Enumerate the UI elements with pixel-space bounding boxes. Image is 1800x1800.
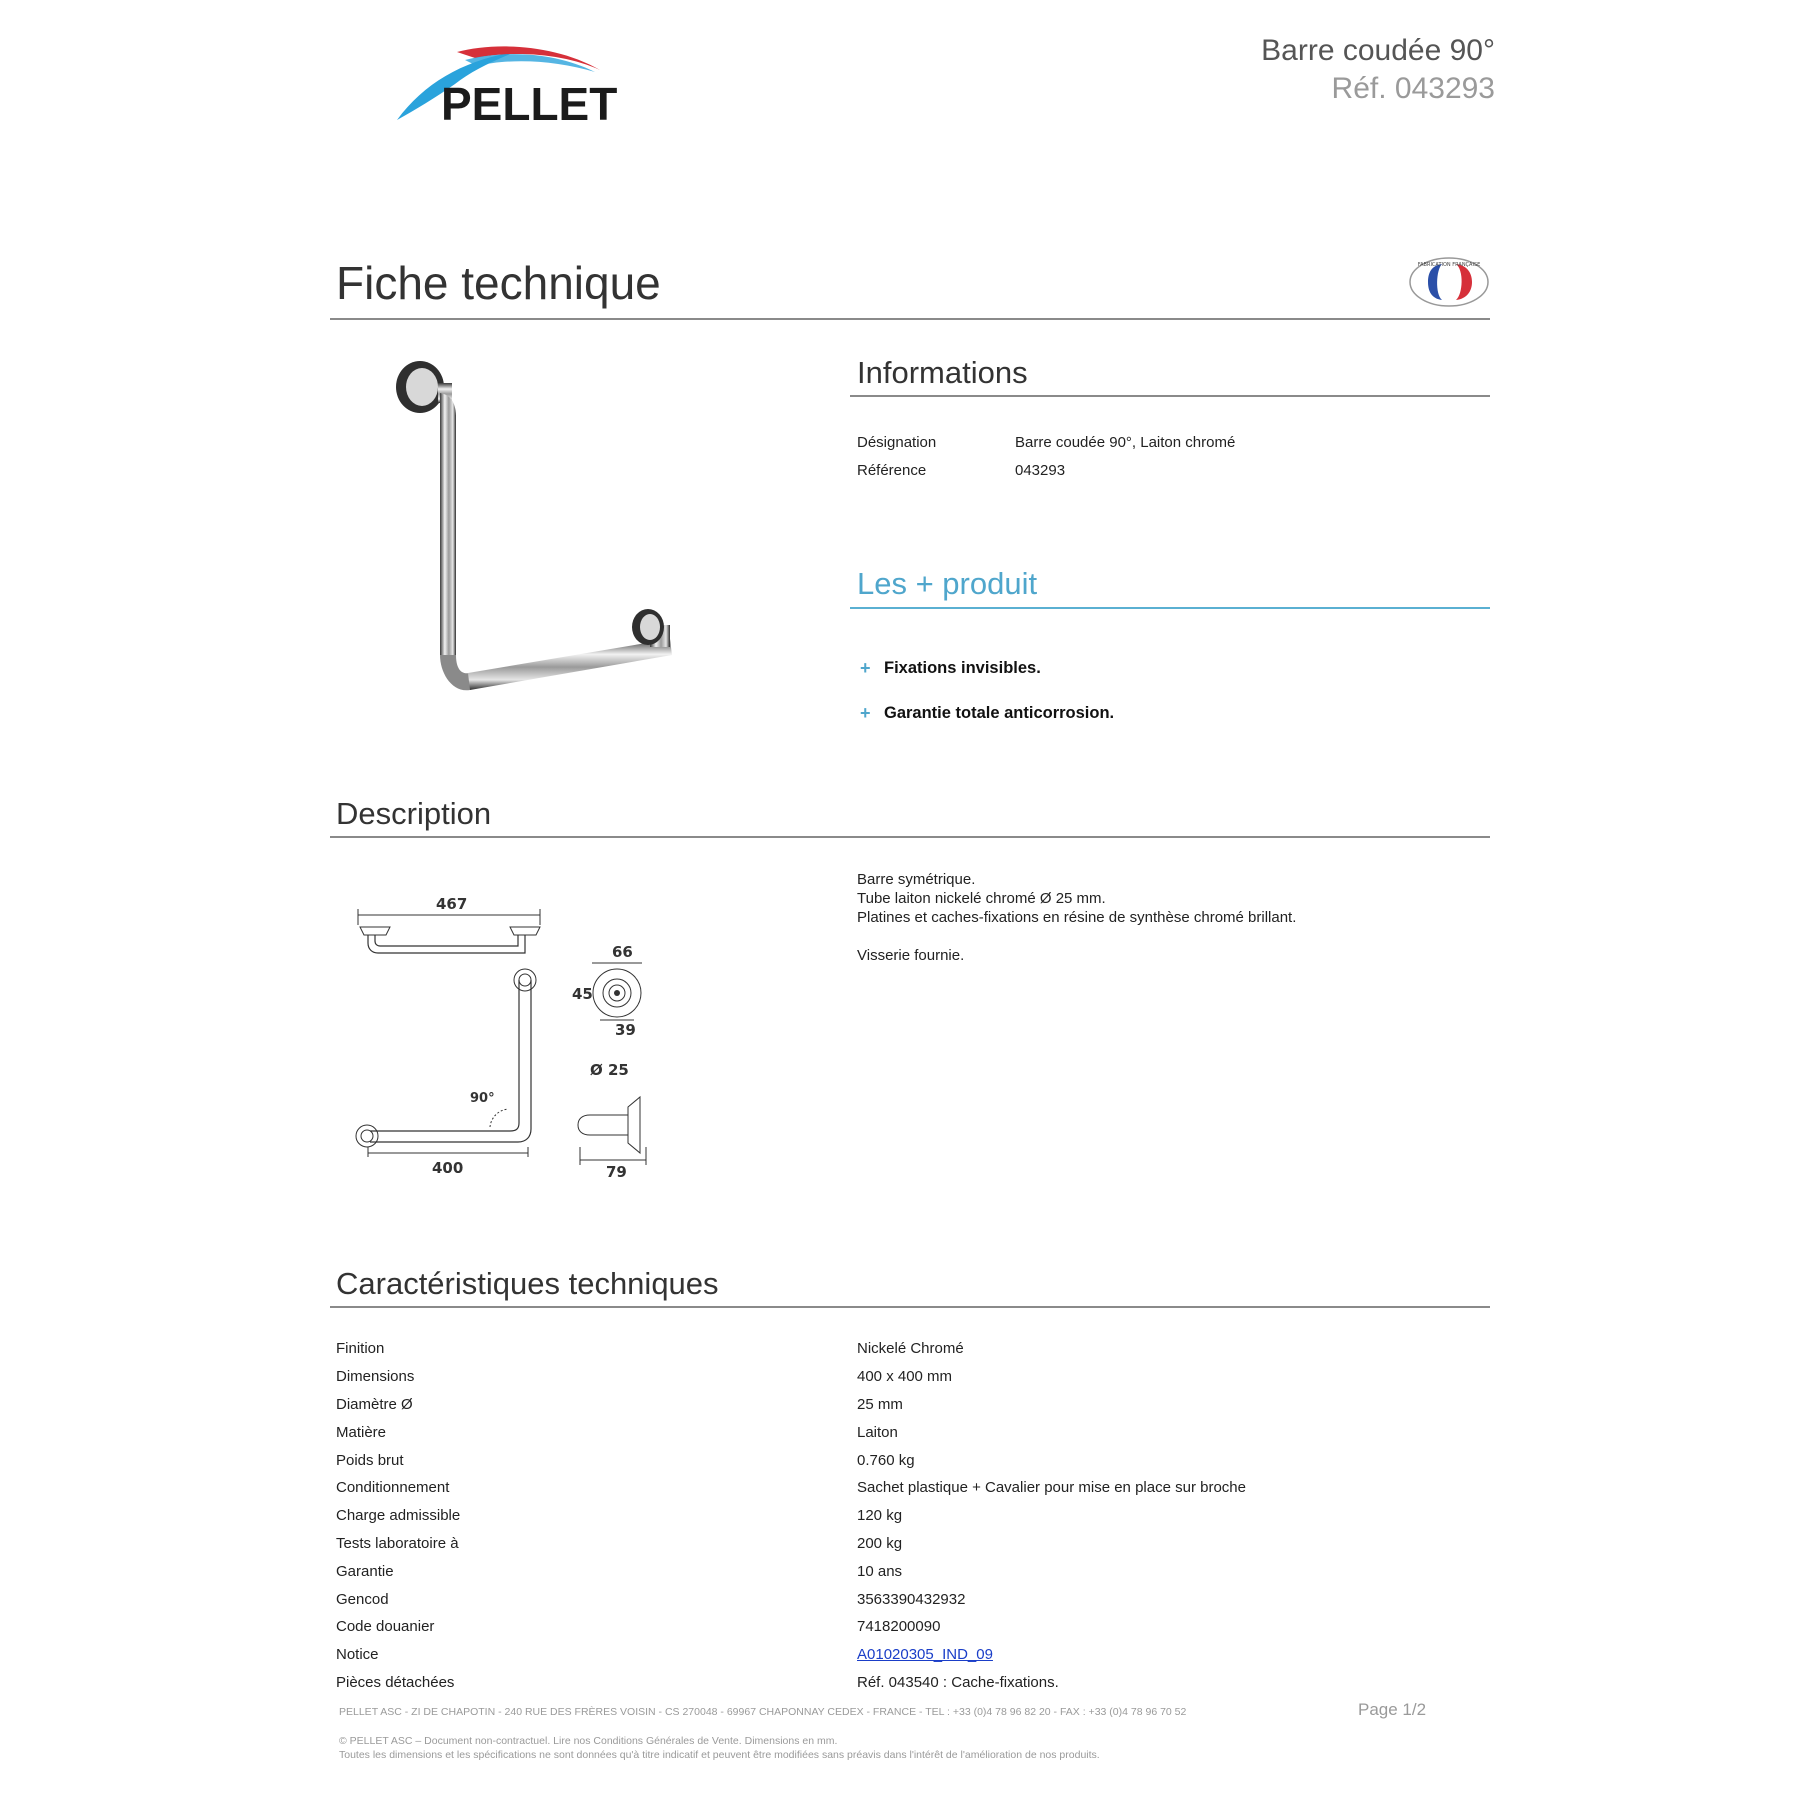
spec-key: Charge admissible (336, 1507, 461, 1525)
spec-value: 400 x 400 mm (857, 1368, 953, 1386)
plus-produit-title: Les + produit (857, 566, 1038, 601)
technical-drawing (350, 885, 680, 1185)
spec-key: Tests laboratoire à (336, 1534, 459, 1552)
caracteristiques-divider (330, 1306, 1490, 1308)
info-row (857, 456, 1235, 484)
title-divider (330, 318, 1490, 320)
dim-79: 79 (606, 1163, 627, 1181)
table-row (336, 1641, 1486, 1669)
info-key: Désignation (857, 433, 937, 451)
informations-table (857, 428, 1235, 484)
description-line: Barre symétrique. (857, 871, 976, 888)
list-item (860, 691, 1114, 736)
spec-key: Finition (336, 1340, 385, 1358)
footer-address: PELLET ASC - ZI DE CHAPOTIN - 240 RUE DES FRÈRES VOISIN - CS 270048 - 69967 CHAPONNAY CEDEX - FRANCE - TEL : +33 (0)4 78 96 82 20 - FAX : +33 (0)4 78 96 70 52 (339, 1706, 1187, 1718)
footer-legal-line: Toutes les dimensions et les spécifications ne sont données qu'à titre indicatif et peuvent être modifiées sans préavis dans l'intérêt de l'amélioration de nos produits. (339, 1749, 1100, 1761)
badge-label: FABRICATION FRANÇAISE (1417, 262, 1481, 268)
plus-icon: + (860, 658, 871, 678)
spec-value: 0.760 kg (857, 1451, 915, 1469)
description-line: Visserie fournie. (857, 947, 965, 964)
product-title: Barre coudée 90° (1261, 34, 1495, 67)
logo-wordmark: PELLET (441, 78, 618, 127)
spec-key: Garantie (336, 1562, 394, 1580)
description-line: Platines et caches-fixations en résine de synthèse chromé brillant. (857, 909, 1297, 926)
table-row (336, 1418, 1486, 1446)
info-value: 043293 (1015, 461, 1066, 479)
table-row (336, 1335, 1486, 1363)
spec-value: 10 ans (857, 1562, 903, 1580)
caracteristiques-table (336, 1335, 1486, 1696)
spec-key: Pièces détachées (336, 1673, 455, 1691)
dim-angle: 90° (470, 1091, 495, 1106)
page-number: Page 1/2 (1358, 1700, 1427, 1719)
spec-value: 25 mm (857, 1395, 903, 1413)
french-flag-icon (1408, 256, 1490, 308)
spec-key: Matière (336, 1423, 387, 1441)
table-row (336, 1557, 1486, 1585)
table-row (336, 1363, 1486, 1391)
dim-66: 66 (612, 943, 633, 961)
dim-45: 45 (572, 985, 593, 1003)
spec-value: Nickelé Chromé (857, 1340, 964, 1358)
table-row (336, 1446, 1486, 1474)
description-text (857, 870, 1296, 965)
spec-value: 120 kg (857, 1507, 903, 1525)
spec-key: Conditionnement (336, 1479, 450, 1497)
spec-value: Laiton (857, 1423, 898, 1441)
spec-value: Sachet plastique + Cavalier pour mise en place sur broche (857, 1479, 1246, 1497)
plus-item-label: Garantie totale anticorrosion. (884, 704, 1115, 722)
plus-produit-divider (850, 607, 1490, 609)
informations-title: Informations (857, 355, 1028, 390)
table-row (336, 1474, 1486, 1502)
page-title: Fiche technique (336, 257, 661, 309)
informations-divider (850, 395, 1490, 397)
spec-key: Dimensions (336, 1368, 415, 1386)
footer-legal (339, 1734, 1100, 1762)
dim-467: 467 (436, 895, 468, 913)
footer-legal-line: © PELLET ASC – Document non-contractuel. Lire nos Conditions Générales de Vente. Dimensions en mm. (339, 1735, 838, 1747)
table-row (336, 1613, 1486, 1641)
spec-value: 7418200090 (857, 1618, 941, 1636)
product-photo (360, 355, 710, 700)
table-row (336, 1502, 1486, 1530)
dim-400: 400 (432, 1159, 464, 1177)
spec-value: 200 kg (857, 1534, 903, 1552)
spec-key: Diamètre Ø (336, 1395, 413, 1413)
info-row (857, 428, 1235, 456)
dim-39: 39 (615, 1021, 636, 1039)
notice-link[interactable]: A01020305_IND_09 (857, 1646, 993, 1664)
spec-key: Gencod (336, 1590, 389, 1608)
table-row (336, 1669, 1486, 1697)
spec-key: Poids brut (336, 1451, 404, 1469)
description-divider (330, 836, 1490, 838)
spec-value: 3563390432932 (857, 1590, 966, 1608)
info-value: Barre coudée 90°, Laiton chromé (1015, 433, 1236, 451)
table-row (336, 1585, 1486, 1613)
logo-swoosh-light (465, 54, 595, 72)
list-item (860, 646, 1114, 691)
description-title: Description (336, 796, 492, 831)
spec-key: Code douanier (336, 1618, 435, 1636)
plus-produit-list (860, 646, 1114, 736)
description-line: Tube laiton nickelé chromé Ø 25 mm. (857, 890, 1106, 907)
dim-diameter: Ø 25 (590, 1061, 629, 1079)
plus-item-label: Fixations invisibles. (884, 659, 1041, 677)
plus-icon: + (860, 703, 871, 723)
product-reference: Réf. 043293 (1331, 72, 1495, 105)
caracteristiques-title: Caractéristiques techniques (336, 1266, 719, 1301)
table-row (336, 1530, 1486, 1558)
pellet-logo (395, 42, 640, 127)
info-key: Référence (857, 461, 927, 479)
header-block (1261, 32, 1495, 108)
spec-key: Notice (336, 1646, 379, 1664)
spec-value: Réf. 043540 : Cache-fixations. (857, 1673, 1059, 1691)
table-row (336, 1391, 1486, 1419)
